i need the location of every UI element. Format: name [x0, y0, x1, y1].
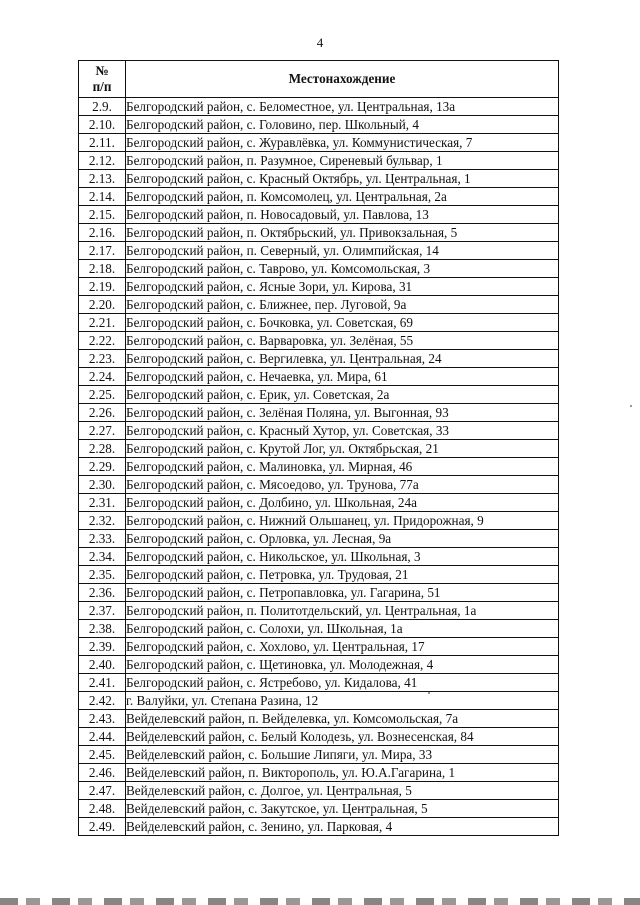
row-location: Белгородский район, с. Хохлово, ул. Центральная, 17 [126, 638, 559, 656]
row-number: 2.10. [79, 116, 126, 134]
row-location: Вейделевский район, с. Большие Липяги, ул. Мира, 33 [126, 746, 559, 764]
row-number: 2.24. [79, 368, 126, 386]
row-location: Белгородский район, с. Красный Хутор, ул. Советская, 33 [126, 422, 559, 440]
scan-speck [630, 405, 632, 407]
row-number: 2.42. [79, 692, 126, 710]
row-location: Вейделевский район, п. Вейделевка, ул. Комсомольская, 7а [126, 710, 559, 728]
row-location: Белгородский район, с. Беломестное, ул. Центральная, 13а [126, 98, 559, 116]
table-row [79, 494, 559, 512]
row-number: 2.44. [79, 728, 126, 746]
table-row [79, 692, 559, 710]
row-number: 2.19. [79, 278, 126, 296]
table-row [79, 440, 559, 458]
table-row [79, 638, 559, 656]
row-number: 2.28. [79, 440, 126, 458]
row-number: 2.49. [79, 818, 126, 836]
row-location: Белгородский район, с. Красный Октябрь, ул. Центральная, 1 [126, 170, 559, 188]
table-row [79, 764, 559, 782]
row-location: Вейделевский район, п. Викторополь, ул. Ю.А.Гагарина, 1 [126, 764, 559, 782]
row-location: Белгородский район, с. Петропавловка, ул. Гагарина, 51 [126, 584, 559, 602]
table-row [79, 584, 559, 602]
row-number: 2.33. [79, 530, 126, 548]
row-location: Белгородский район, п. Политотдельский, ул. Центральная, 1а [126, 602, 559, 620]
row-number: 2.21. [79, 314, 126, 332]
table-row [79, 170, 559, 188]
table-row [79, 314, 559, 332]
row-location: Белгородский район, с. Солохи, ул. Школьная, 1а [126, 620, 559, 638]
table-row [79, 566, 559, 584]
row-number: 2.43. [79, 710, 126, 728]
row-location: Белгородский район, с. Долбино, ул. Школьная, 24а [126, 494, 559, 512]
row-number: 2.39. [79, 638, 126, 656]
table-row [79, 458, 559, 476]
row-number: 2.35. [79, 566, 126, 584]
row-number: 2.36. [79, 584, 126, 602]
row-location: Белгородский район, п. Северный, ул. Олимпийская, 14 [126, 242, 559, 260]
row-location: г. Валуйки, ул. Степана Разина, 12 [126, 692, 559, 710]
row-number: 2.20. [79, 296, 126, 314]
row-number: 2.37. [79, 602, 126, 620]
row-number: 2.23. [79, 350, 126, 368]
row-location: Белгородский район, с. Зелёная Поляна, ул. Выгонная, 93 [126, 404, 559, 422]
scan-speck [428, 692, 430, 694]
row-location: Белгородский район, с. Орловка, ул. Лесная, 9а [126, 530, 559, 548]
table-row [79, 800, 559, 818]
row-location: Белгородский район, с. Нечаевка, ул. Мира, 61 [126, 368, 559, 386]
table-row [79, 260, 559, 278]
row-number: 2.16. [79, 224, 126, 242]
row-number: 2.26. [79, 404, 126, 422]
row-number: 2.13. [79, 170, 126, 188]
row-location: Белгородский район, п. Комсомолец, ул. Центральная, 2а [126, 188, 559, 206]
table-row [79, 98, 559, 116]
table-row [79, 350, 559, 368]
row-number: 2.25. [79, 386, 126, 404]
table-row [79, 746, 559, 764]
header-number [79, 61, 126, 98]
table-row [79, 782, 559, 800]
row-location: Белгородский район, с. Бочковка, ул. Советская, 69 [126, 314, 559, 332]
row-number: 2.38. [79, 620, 126, 638]
table-row [79, 368, 559, 386]
table-row [79, 206, 559, 224]
row-location: Белгородский район, с. Таврово, ул. Комсомольская, 3 [126, 260, 559, 278]
table-row [79, 116, 559, 134]
row-number: 2.29. [79, 458, 126, 476]
scan-edge-artifact [0, 898, 640, 905]
row-number: 2.31. [79, 494, 126, 512]
header-number-abbr: п/п [92, 79, 112, 94]
table-row [79, 620, 559, 638]
row-number: 2.48. [79, 800, 126, 818]
row-number: 2.18. [79, 260, 126, 278]
row-location: Белгородский район, с. Никольское, ул. Школьная, 3 [126, 548, 559, 566]
table-row [79, 512, 559, 530]
row-number: 2.46. [79, 764, 126, 782]
table-row [79, 548, 559, 566]
row-location: Вейделевский район, с. Белый Колодезь, ул. Вознесенская, 84 [126, 728, 559, 746]
row-number: 2.40. [79, 656, 126, 674]
row-number: 2.47. [79, 782, 126, 800]
row-location: Белгородский район, с. Нижний Ольшанец, ул. Придорожная, 9 [126, 512, 559, 530]
header-location: Местонахождение [126, 61, 559, 98]
row-location: Белгородский район, с. Ближнее, пер. Луговой, 9а [126, 296, 559, 314]
table-row [79, 602, 559, 620]
row-location: Вейделевский район, с. Долгое, ул. Центральная, 5 [126, 782, 559, 800]
table-row [79, 386, 559, 404]
row-number: 2.34. [79, 548, 126, 566]
row-location: Белгородский район, с. Ястребово, ул. Кидалова, 41 [126, 674, 559, 692]
row-location: Белгородский район, с. Головино, пер. Школьный, 4 [126, 116, 559, 134]
table-row [79, 422, 559, 440]
table-row [79, 476, 559, 494]
table-row [79, 710, 559, 728]
row-number: 2.41. [79, 674, 126, 692]
table-row [79, 728, 559, 746]
table-row [79, 296, 559, 314]
row-location: Белгородский район, п. Октябрьский, ул. Привокзальная, 5 [126, 224, 559, 242]
table-row [79, 818, 559, 836]
table-row [79, 674, 559, 692]
row-location: Белгородский район, с. Мясоедово, ул. Трунова, 77а [126, 476, 559, 494]
table-row [79, 188, 559, 206]
table-row [79, 152, 559, 170]
row-location: Вейделевский район, с. Закутское, ул. Центральная, 5 [126, 800, 559, 818]
row-number: 2.14. [79, 188, 126, 206]
row-number: 2.30. [79, 476, 126, 494]
table-header-row [79, 61, 559, 98]
row-location: Белгородский район, с. Варваровка, ул. Зелёная, 55 [126, 332, 559, 350]
table-row [79, 332, 559, 350]
table-row [79, 278, 559, 296]
row-number: 2.45. [79, 746, 126, 764]
row-location: Белгородский район, с. Ясные Зори, ул. Кирова, 31 [126, 278, 559, 296]
row-location: Вейделевский район, с. Зенино, ул. Парковая, 4 [126, 818, 559, 836]
table-row [79, 530, 559, 548]
row-location: Белгородский район, с. Малиновка, ул. Мирная, 46 [126, 458, 559, 476]
row-location: Белгородский район, с. Ерик, ул. Советская, 2а [126, 386, 559, 404]
table-row [79, 656, 559, 674]
table-row [79, 404, 559, 422]
row-number: 2.15. [79, 206, 126, 224]
table-row [79, 242, 559, 260]
row-location: Белгородский район, п. Разумное, Сиреневый бульвар, 1 [126, 152, 559, 170]
row-number: 2.17. [79, 242, 126, 260]
row-number: 2.12. [79, 152, 126, 170]
header-number-symbol: № [95, 63, 109, 78]
page-number: 4 [316, 35, 324, 50]
row-number: 2.22. [79, 332, 126, 350]
row-number: 2.27. [79, 422, 126, 440]
row-location: Белгородский район, с. Журавлёвка, ул. Коммунистическая, 7 [126, 134, 559, 152]
row-number: 2.9. [79, 98, 126, 116]
table-body [79, 98, 559, 836]
row-number: 2.32. [79, 512, 126, 530]
row-location: Белгородский район, с. Крутой Лог, ул. Октябрьская, 21 [126, 440, 559, 458]
row-location: Белгородский район, с. Вергилевка, ул. Центральная, 24 [126, 350, 559, 368]
row-location: Белгородский район, с. Щетиновка, ул. Молодежная, 4 [126, 656, 559, 674]
table-row [79, 224, 559, 242]
row-location: Белгородский район, п. Новосадовый, ул. Павлова, 13 [126, 206, 559, 224]
row-number: 2.11. [79, 134, 126, 152]
locations-table [78, 60, 559, 836]
row-location: Белгородский район, с. Петровка, ул. Трудовая, 21 [126, 566, 559, 584]
table-row [79, 134, 559, 152]
